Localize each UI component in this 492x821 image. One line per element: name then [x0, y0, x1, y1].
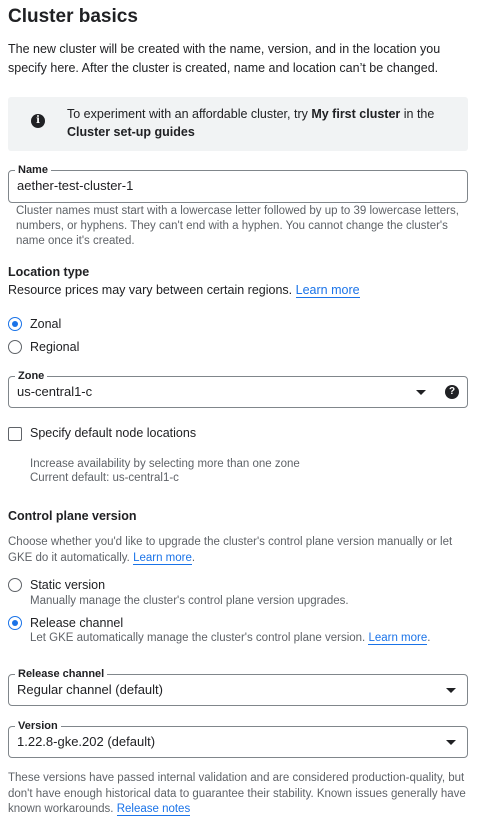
version-select-label: Version [15, 720, 61, 732]
help-icon[interactable]: ? [445, 385, 459, 399]
release-channel-select-value: Regular channel (default) [17, 682, 163, 697]
zone-select-value: us-central1-c [17, 384, 93, 399]
name-input-value[interactable]: aether-test-cluster-1 [17, 178, 134, 193]
radio-static-version[interactable] [8, 578, 22, 592]
name-field-label: Name [15, 164, 51, 176]
control-plane-desc: Choose whether you'd like to upgrade the cluster's control plane version manually or let GKE do it automatically. Learn more. [8, 536, 453, 564]
chevron-down-icon[interactable] [416, 390, 426, 395]
control-plane-learn-more-link[interactable]: Learn more [133, 552, 192, 564]
info-banner [8, 97, 468, 151]
version-select-value: 1.22.8-gke.202 (default) [17, 734, 156, 749]
banner-text: To experiment with an affordable cluster, try My first cluster in the Cluster set-up guides [67, 107, 435, 139]
default-node-locations-label[interactable]: Specify default node locations [30, 426, 197, 440]
intro-text: The new cluster will be created with the name, version, and in the location you specify here. After the cluster is created, name and location can’t be changed. [8, 42, 441, 75]
zone-select-label: Zone [15, 370, 47, 382]
node-locations-desc: Increase availability by selecting more than one zone [30, 458, 300, 470]
location-type-desc: Resource prices may vary between certain regions. Learn more [8, 283, 360, 297]
version-select[interactable] [8, 720, 468, 758]
chevron-down-icon[interactable] [446, 740, 456, 745]
radio-regional[interactable] [8, 340, 22, 354]
banner-link-setup-guides[interactable]: Cluster set-up guides [67, 125, 195, 139]
banner-link-first-cluster[interactable]: My first cluster [311, 107, 401, 121]
info-icon: i [31, 114, 45, 128]
location-type-heading: Location type [8, 265, 90, 279]
name-help-text: Cluster names must start with a lowercase letter followed by up to 39 lowercase letters, numbers, or hyphens. They can't end with a hyphen. You cannot change the cluster's name once it's created. [16, 205, 459, 247]
release-channel-learn-more-link[interactable]: Learn more [368, 632, 428, 644]
default-node-locations-checkbox[interactable] [8, 427, 22, 441]
radio-zonal[interactable] [8, 317, 22, 331]
control-plane-heading: Control plane version [8, 509, 137, 523]
static-version-desc: Manually manage the cluster's control plane version upgrades. [30, 595, 349, 607]
zone-select[interactable] [8, 370, 468, 408]
radio-release-channel-label[interactable]: Release channel [30, 616, 124, 630]
release-notes-link[interactable]: Release notes [116, 803, 191, 815]
radio-static-version-label[interactable]: Static version [30, 578, 106, 592]
release-channel-select-label: Release channel [15, 668, 107, 680]
release-channel-select[interactable] [8, 668, 468, 706]
radio-release-channel[interactable] [8, 616, 22, 630]
chevron-down-icon[interactable] [446, 688, 456, 693]
name-field[interactable] [8, 164, 468, 203]
page-title: Cluster basics [8, 6, 138, 27]
node-locations-default: Current default: us-central1-c [30, 472, 179, 484]
radio-zonal-label[interactable]: Zonal [30, 317, 62, 331]
release-channel-desc: Let GKE automatically manage the cluster's control plane version. Learn more. [30, 632, 431, 644]
radio-regional-label[interactable]: Regional [30, 340, 80, 354]
location-learn-more-link[interactable]: Learn more [295, 283, 360, 297]
version-footer-desc: These versions have passed internal validation and are considered production-quality, but don't have enough historical data to guarantee their stability. Known issues generally have known workarounds. Release notes [8, 772, 466, 815]
